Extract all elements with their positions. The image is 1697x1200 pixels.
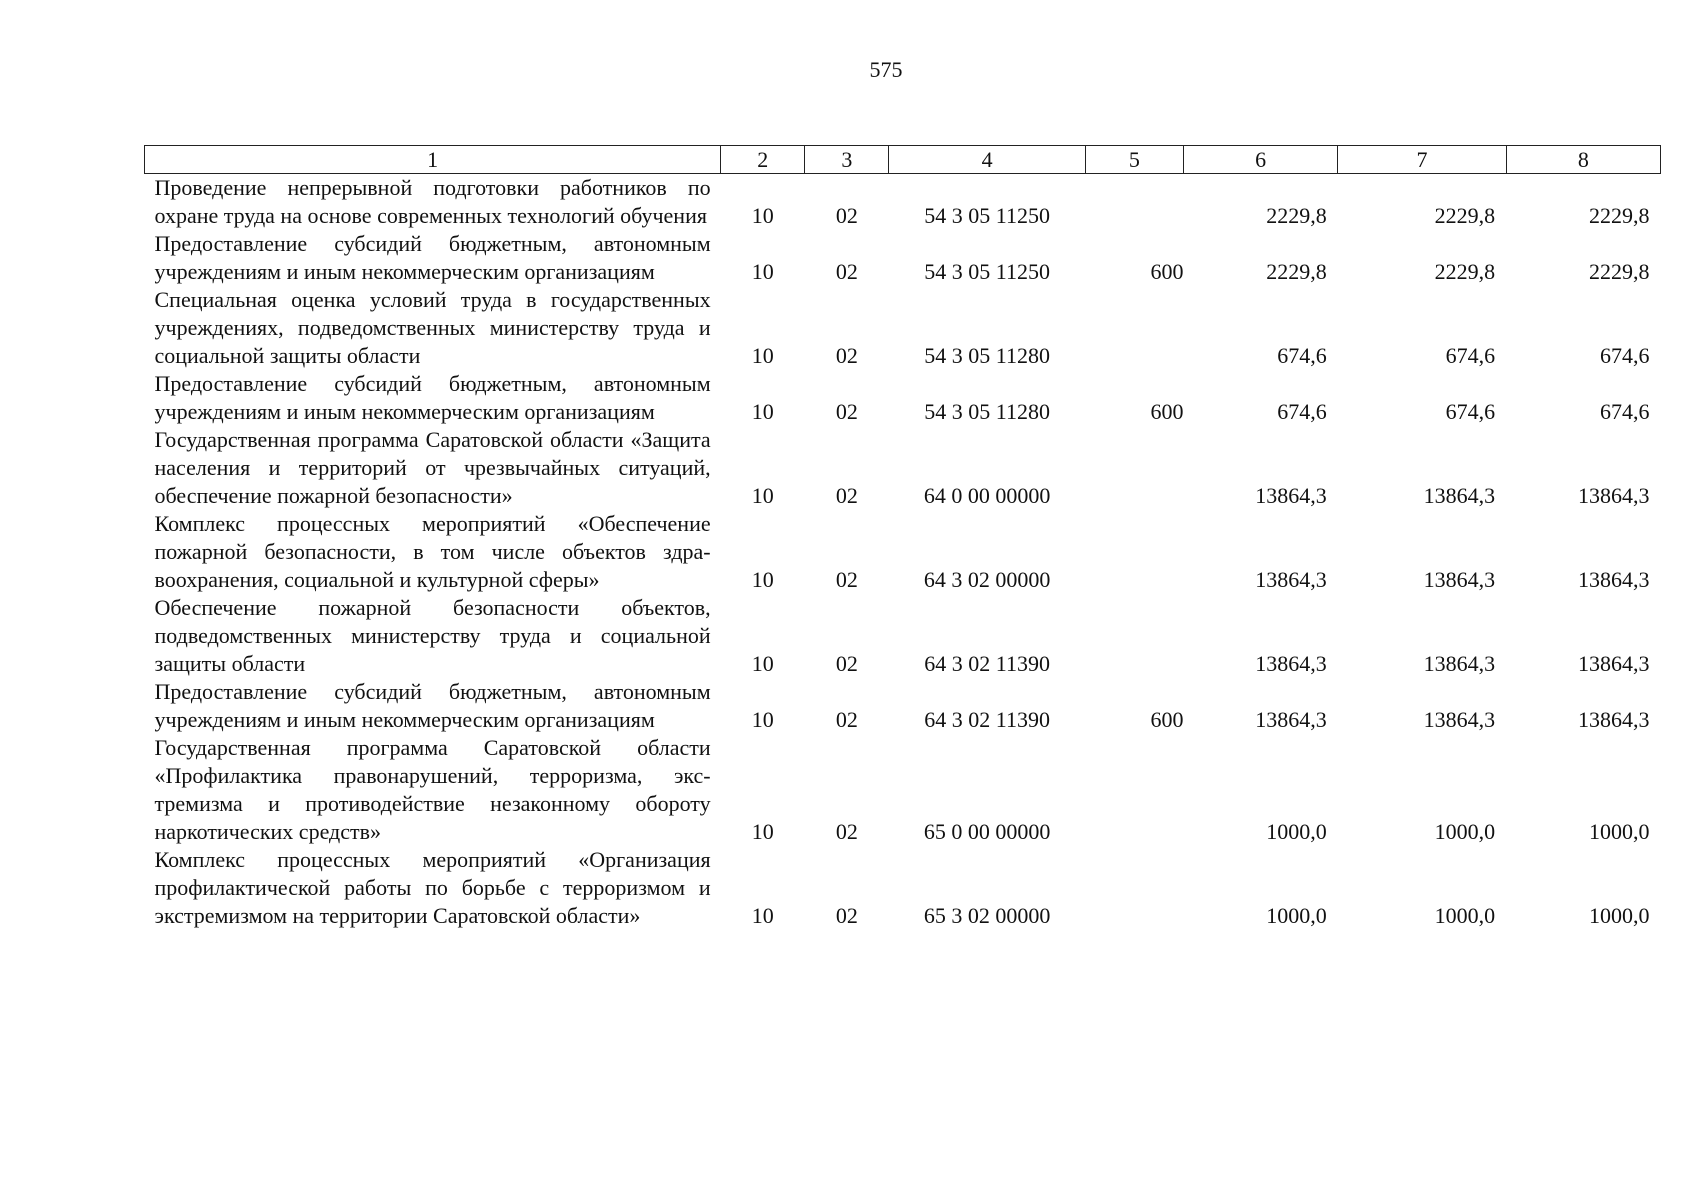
- header-col-2: 2: [721, 146, 805, 174]
- row-value-8: 674,6: [1600, 399, 1650, 424]
- row-subsection: 02: [835, 203, 858, 228]
- row-value-7: 2229,8: [1434, 203, 1496, 228]
- row-subsection: 02: [835, 707, 858, 732]
- table-row: [145, 230, 1661, 286]
- header-col-7: 7: [1338, 146, 1506, 174]
- row-name: Государственная программа Саратовской области «Профилактика правонарушений, терроризма, экстремизма и противодействие незаконному обороту наркотических средств»: [154, 735, 711, 844]
- row-value-7: 13864,3: [1423, 707, 1496, 732]
- header-col-6: 6: [1184, 146, 1338, 174]
- row-value-6: 13864,3: [1255, 567, 1327, 592]
- row-value-6: 1000,0: [1266, 819, 1327, 844]
- row-subsection: 02: [835, 567, 858, 592]
- row-section: 10: [751, 819, 774, 844]
- table-header: [145, 146, 1661, 174]
- row-name: Предоставление субсидий бюджетным, автономным учреждениям и иным некоммерческим организациям: [154, 231, 711, 284]
- row-section: 10: [751, 343, 774, 368]
- row-target-article: 64 0 00 00000: [923, 483, 1051, 508]
- row-value-8: 1000,0: [1589, 819, 1650, 844]
- row-expense-type: [1085, 426, 1183, 510]
- row-value-6: 13864,3: [1255, 707, 1327, 732]
- row-target-article: 54 3 05 11280: [924, 343, 1050, 368]
- header-col-5: 5: [1085, 146, 1183, 174]
- row-name: Предоставление субсидий бюджетным, автономным учреждениям и иным некоммерческим организациям: [154, 679, 711, 732]
- row-subsection: 02: [835, 651, 858, 676]
- header-row: [145, 146, 1661, 174]
- row-expense-type: [1085, 594, 1183, 678]
- table-row: [145, 678, 1661, 734]
- row-value-8: 1000,0: [1589, 903, 1650, 928]
- table-row: [145, 846, 1661, 930]
- row-value-7: 1000,0: [1434, 903, 1496, 928]
- row-value-8: 2229,8: [1589, 203, 1650, 228]
- table-row: [145, 734, 1661, 846]
- row-value-7: 2229,8: [1434, 259, 1496, 284]
- page-number: 575: [869, 57, 903, 82]
- table-row: [145, 370, 1661, 426]
- row-value-6: 674,6: [1277, 399, 1327, 424]
- row-section: 10: [751, 903, 774, 928]
- table-row: [145, 510, 1661, 594]
- row-expense-type: [1085, 510, 1183, 594]
- row-target-article: 64 3 02 11390: [924, 707, 1050, 732]
- row-expense-type: 600: [1150, 707, 1184, 732]
- row-value-6: 1000,0: [1266, 903, 1327, 928]
- row-subsection: 02: [835, 399, 858, 424]
- row-value-8: 2229,8: [1589, 259, 1650, 284]
- row-value-7: 674,6: [1445, 343, 1496, 368]
- row-target-article: 65 0 00 00000: [923, 819, 1051, 844]
- row-value-8: 13864,3: [1578, 707, 1650, 732]
- row-value-6: 13864,3: [1255, 651, 1327, 676]
- row-name: Специальная оценка условий труда в государственных учреждениях, подведомственных министерству труда и социальной защиты области: [154, 287, 711, 368]
- row-expense-type: [1085, 174, 1183, 231]
- table-row: [145, 286, 1661, 370]
- row-subsection: 02: [835, 483, 858, 508]
- row-value-8: 13864,3: [1578, 651, 1650, 676]
- row-value-6: 2229,8: [1266, 259, 1327, 284]
- header-col-1: 1: [145, 146, 721, 174]
- row-target-article: 54 3 05 11250: [924, 259, 1050, 284]
- row-value-6: 2229,8: [1266, 203, 1327, 228]
- row-expense-type: [1085, 286, 1183, 370]
- row-subsection: 02: [835, 259, 858, 284]
- row-target-article: 64 3 02 00000: [923, 567, 1051, 592]
- row-section: 10: [751, 567, 774, 592]
- row-value-8: 674,6: [1600, 343, 1650, 368]
- row-expense-type: [1085, 734, 1183, 846]
- row-subsection: 02: [835, 343, 858, 368]
- row-value-7: 674,6: [1445, 399, 1496, 424]
- row-target-article: 64 3 02 11390: [924, 651, 1050, 676]
- header-col-4: 4: [889, 146, 1085, 174]
- header-col-8: 8: [1506, 146, 1660, 174]
- row-value-7: 1000,0: [1434, 819, 1496, 844]
- row-name: Комплекс процессных мероприятий «Организация профилактической работы по борьбе с терроризмом и экстремизмом на территории Саратовской области»: [154, 847, 711, 928]
- table-row: [145, 426, 1661, 510]
- row-section: 10: [751, 483, 774, 508]
- row-value-6: 13864,3: [1255, 483, 1327, 508]
- table-row: [145, 594, 1661, 678]
- row-name: Государственная программа Саратовской области «Защита населения и территорий от чрезвычайных ситуаций, обеспечение пожарной безопасности»: [154, 427, 711, 508]
- table-body: [145, 174, 1661, 931]
- row-section: 10: [751, 707, 774, 732]
- row-value-8: 13864,3: [1578, 567, 1650, 592]
- row-subsection: 02: [835, 819, 858, 844]
- row-section: 10: [751, 399, 774, 424]
- row-value-8: 13864,3: [1578, 483, 1650, 508]
- row-target-article: 54 3 05 11250: [924, 203, 1050, 228]
- row-name: Комплекс процессных мероприятий «Обеспечение пожарной безопасности, в том числе объектов здравоохранения, социальной и культурной сферы»: [154, 511, 711, 592]
- row-section: 10: [751, 651, 774, 676]
- row-name: Обеспечение пожарной безопасности объектов, подведомственных министерству труда и социальной защиты области: [154, 595, 711, 676]
- row-value-7: 13864,3: [1423, 483, 1496, 508]
- row-target-article: 54 3 05 11280: [924, 399, 1050, 424]
- row-expense-type: [1085, 846, 1183, 930]
- row-value-7: 13864,3: [1423, 567, 1496, 592]
- header-col-3: 3: [805, 146, 889, 174]
- budget-table: [144, 145, 1661, 930]
- row-name: Предоставление субсидий бюджетным, автономным учреждениям и иным некоммерческим организациям: [154, 371, 711, 424]
- row-value-6: 674,6: [1277, 343, 1327, 368]
- row-expense-type: 600: [1150, 399, 1184, 424]
- row-name: Проведение непрерывной подготовки работников по охране труда на основе современных технологий обучения: [154, 175, 711, 228]
- row-expense-type: 600: [1150, 259, 1184, 284]
- row-subsection: 02: [835, 903, 858, 928]
- row-value-7: 13864,3: [1423, 651, 1496, 676]
- row-section: 10: [751, 259, 774, 284]
- table-row: [145, 174, 1661, 231]
- row-section: 10: [751, 203, 774, 228]
- row-target-article: 65 3 02 00000: [923, 903, 1051, 928]
